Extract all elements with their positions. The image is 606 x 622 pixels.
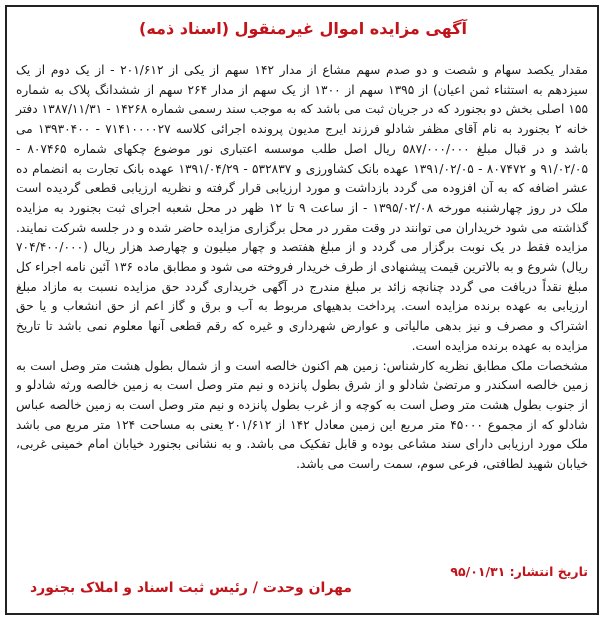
- notice-footer: [16, 564, 588, 608]
- notice-body: [16, 61, 588, 475]
- signature: مهران وحدت / رئیس ثبت اسناد و املاک بجنورد: [30, 580, 352, 596]
- notice-paragraph-auction: مقدار یکصد سهام و شصت و دو صدم سهم مشاع از مدار ۱۴۲ سهم از یکی از ۲۰۱/۶۱۲ - از یک دوم از یک سیزدهم به استثناء ثمن اعیان) از ۱۳۹۵ سهم از ۱۳۰۰ از یک سهم از مدار ۲۶۴ سهم از ششدانگ پلاک به شماره ۱۵۵ اصلی بخش دو بجنورد که در جریان ثبت می باشد که به موجب سند رسمی شماره ۱۴۲۶۸ - ۱۳۸۷/۱۱/۳۱ دفتر خانه ۲ بجنورد به نام آقای مظفر شادلو فرزند ایرج مدیون پرونده اجرائی کلاسه ۷۱۴۱۰۰۰۰۲۷ - ۱۳۹۳۰۴۰۰ می باشد و در قبال مبلغ ۵۸۷/۰۰۰/۰۰۰ ریال اصل طلب موسسه اعتباری نور موضوع چکهای شماره ۸۰۷۴۶۵ - ۹۱/۰۲/۰۵ و ۸۰۷۴۷۲ - ۱۳۹۱/۰۲/۰۵ عهده بانک کشاورزی و ۵۳۲۸۳۷ - ۱۳۹۱/۰۴/۲۹ عهده بانک تجارت به انضمام ده عشر اضافه که به آن افزوده می گردد بازداشت و مورد ارزیابی قرار گرفته و نظریه ارزیابی قطعی گردیده است ملک در روز چهارشنبه مورخه ۱۳۹۵/۰۲/۰۸ - از ساعت ۹ تا ۱۲ ظهر در محل شعبه اجرای ثبت بجنورد به مزایده گذاشته می شود خریداران می توانند در وقت مقرر در محل برگزاری مزایده حاضر شده و در جلسه شرکت نمایند. مزایده فقط در یک نوبت برگزار می گردد و از مبلغ هفتصد و چهار میلیون و چهارصد هزار ریال (۷۰۴/۴۰۰/۰۰۰ ریال) شروع و به بالاترین قیمت پیشنهادی از طرف خریدار فروخته می شود و مطابق ماده ۱۳۶ آئین نامه اجراء کل مبلغ نقداً دریافت می گردد چنانچه زائد بر مبلغ مندرج در آگهی خریداری گردد حق مزایده نسبت به مازاد مبلغ ارزیابی به عهده برنده مزایده است. پرداخت بدهیهای مربوط به آب و برق و گاز اعم از حق انشعاب و یا حق اشتراک و مصرف و نیز بدهی مالیاتی و عوارض شهرداری و غیره که رقم قطعی آنها معلوم نمی باشد تا تاریخ مزایده به عهده برنده مزایده است.: [16, 63, 588, 353]
- notice-paragraph-property-specs: مشخصات ملک مطابق نظریه کارشناس: زمین هم اکنون خالصه است و از شمال بطول هشت متر وصل است به زمین خالصه اسکندر و مرتضیٰ شادلو و از شرق بطول پانزده و نیم متر وصل است به زمین خالصه ورثه شادلو و از جنوب بطول هشت متر وصل است به کوچه و از غرب بطول پانزده و نیم متر وصل است به زمین خالصه عباس شادلو که از مجموع ۴۵۰۰۰ متر مربع این زمین معادل ۱۴۲ از ۲۰۱/۶۱۲ یعنی به مساحت ۱۲۴ متر مربع می باشد ملک مورد ارزیابی دارای سند مشاعی بوده و قابل تفکیک می باشد. و به نشانی بجنورد خیابان امام خمینی غربی، خیابان شهید لطافتی، فرعی سوم، سمت راست می باشد.: [16, 358, 588, 472]
- notice-title: آگهی مزایده اموال غیرمنقول (اسناد ذمه): [139, 19, 467, 38]
- publish-date: تاریخ انتشار: ۹۵/۰۱/۳۱: [450, 564, 588, 579]
